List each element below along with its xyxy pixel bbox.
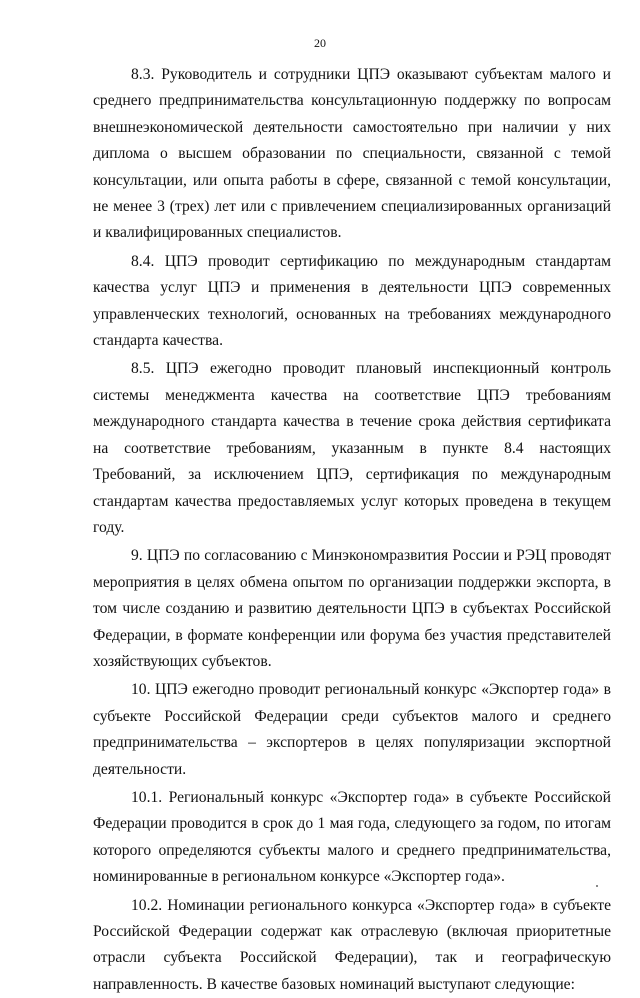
scan-speck: [596, 885, 598, 887]
paragraph-10: 10. ЦПЭ ежегодно проводит региональный конкурс «Экспортер года» в субъекте Российской Федерации среди субъектов малого и среднего предпринимательства – экспортеров в целях популяризации экспортной деятельности.: [93, 681, 611, 778]
paragraph-8-4: 8.4. ЦПЭ проводит сертификацию по международным стандартам качества услуг ЦПЭ и применения в деятельности ЦПЭ современных управленческих технологий, основанных на требованиях международного стандарта качества.: [93, 252, 611, 350]
document-body: [93, 62, 611, 998]
page-number: 20: [314, 36, 326, 50]
paragraph-8-3: 8.3. Руководитель и сотрудники ЦПЭ оказывают субъектам малого и среднего предпринимательства консультационную поддержку по вопросам внешнеэкономической деятельности самостоятельно при наличии у них диплома о высшем образовании по специальности, связанной с темой консультации, или опыта работы в сфере, связанной с темой консультации, не менее 3 (трех) лет или с привлечением специализированных организаций и квалифицированных специалистов.: [93, 66, 611, 242]
paragraph-8-5: 8.5. ЦПЭ ежегодно проводит плановый инспекционный контроль системы менеджмента качества на соответствие ЦПЭ требованиям международного стандарта качества в течение срока действия сертификата на соответствие требованиям, указанным в пункте 8.4 настоящих Требований, за исключением ЦПЭ, сертификация по международным стандартам качества предоставляемых услуг которых проведена в текущем году.: [93, 360, 611, 536]
paragraph-10-2: 10.2. Номинации регионального конкурса «Экспортер года» в субъекте Российской Федерации содержат как отраслевую (включая приоритетные отрасли субъекта Российской Федерации), так и географическую направленность. В качестве базовых номинаций выступают следующие:: [93, 896, 611, 993]
paragraph-9: 9. ЦПЭ по согласованию с Минэкономразвития России и РЭЦ проводят мероприятия в целях обмена опытом по организации поддержки экспорта, в том числе созданию и развитию деятельности ЦПЭ в субъектах Российской Федерации, в формате конференции или форума без участия представителей хозяйствующих субъектов.: [93, 547, 611, 670]
paragraph-10-1: 10.1. Региональный конкурс «Экспортер года» в субъекте Российской Федерации проводится в срок до 1 мая года, следующего за годом, по итогам которого определяются субъекты малого и среднего предпринимательства, номинированные в региональном конкурсе «Экспортер года».: [93, 788, 611, 886]
